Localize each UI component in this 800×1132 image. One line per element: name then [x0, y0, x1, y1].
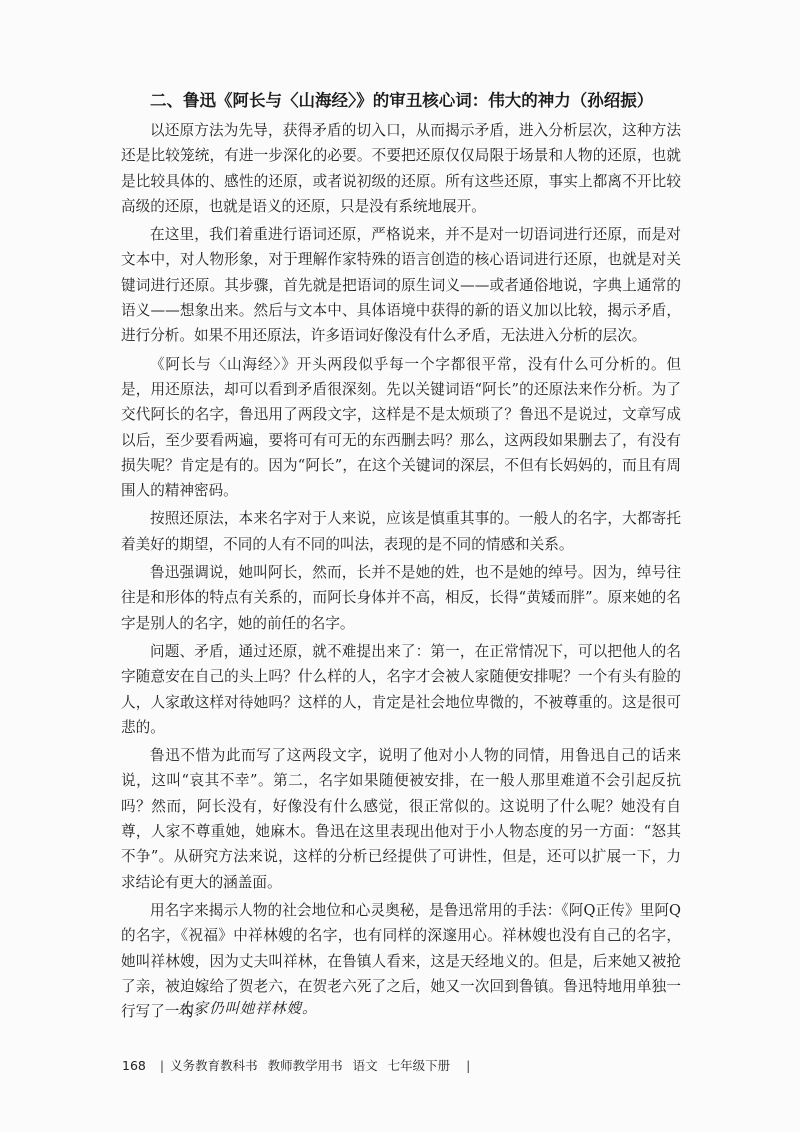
quoted-line: 大家仍叫她祥林嫂。: [178, 1001, 318, 1017]
paragraph: 在这里，我们着重进行语词还原，严格说来，并不是对一切语词进行还原，而是对文本中，对人物形象，对于理解作家特殊的语言创造的核心语词进行还原，也就是对关键词进行还原。其步骤，首先就是把语词的原生词义——或者通俗地说，字典上通常的语义——想象出来。然后与文本中、具体语境中获得的新的语义加以比较，揭示矛盾，进行分析。如果不用还原法，许多语词好像没有什么矛盾，无法进入分析的层次。: [121, 226, 681, 345]
footer-grade: 七年级下册: [387, 1058, 451, 1073]
paragraph: 鲁迅强调说，她叫阿长，然而，长并不是她的姓，也不是她的绰号。因为，绰号往往是和形体的特点有关系的，而阿长身体并不高，相反，长得“黄矮而胖”。原来她的名字是别人的名字，她的前任的名字。: [121, 564, 681, 632]
paragraph: 用名字来揭示人物的社会地位和心灵奥秘，是鲁迅常用的手法：《阿Q正传》里阿Q的名字，《祝福》中祥林嫂的名字，也有同样的深邃用心。祥林嫂也没有自己的名字，她叫祥林嫂，因为丈夫叫祥林，在鲁镇人看来，这是天经地义的。但是，后来她又被抢了亲，被迫嫁给了贺老六，在贺老六死了之后，她又一次回到鲁镇。鲁迅特地用单独一行写了一句：: [121, 901, 681, 1021]
paragraph: 问题、矛盾，通过还原，就不难提出来了：第一，在正常情况下，可以把他人的名字随意安在自己的头上吗？什么样的人，名字才会被人家随便安排呢？一个有头有脸的人，人家敢这样对待她吗？这样的人，肯定是社会地位卑微的，不被尊重的。这是很可悲的。: [121, 642, 681, 736]
page-number: 168: [122, 1058, 146, 1073]
paragraph: 《阿长与〈山海经〉》开头两段似乎每一个字都很平常，没有什么可分析的。但是，用还原法，却可以看到矛盾很深刻。先以关键词语“阿长”的还原法来作分析。为了交代阿长的名字，鲁迅用了两段文字，这样是不是太烦琐了？鲁迅不是说过，文章写成以后，至少要看两遍，要将可有可无的东西删去吗？那么，这两段如果删去了，有没有损失呢？肯定是有的。因为“阿长”，在这个关键词的深层，不但有长妈妈的，而且有周围人的精神密码。: [121, 355, 681, 500]
page-footer: [122, 1056, 622, 1074]
footer-subject: 语文: [352, 1058, 378, 1073]
footer-book-type: 教师教学用书: [267, 1058, 343, 1073]
section-heading: 二、鲁迅《阿长与〈山海经〉》的审丑核心词：伟大的神力（孙绍振）: [150, 91, 654, 110]
paragraph: 以还原方法为先导，获得矛盾的切入口，从而揭示矛盾，进入分析层次，这种方法还是比较笼统，有进一步深化的必要。不要把还原仅仅局限于场景和人物的还原，也就是比较具体的、感性的还原，或者说初级的还原。所有这些还原，事实上都离不开比较高级的还原，也就是语义的还原，只是没有系统地展开。: [121, 122, 681, 215]
footer-divider: |: [466, 1058, 471, 1073]
footer-divider: |: [159, 1058, 165, 1073]
body-text: [121, 118, 681, 1027]
paragraph: 按照还原法，本来名字对于人来说，应该是慎重其事的。一般人的名字，大都寄托着美好的期望，不同的人有不同的叫法，表现的是不同的情感和关系。: [121, 510, 681, 553]
footer-series: 义务教育教科书: [170, 1058, 258, 1073]
paragraph: 鲁迅不惜为此而写了这两段文字，说明了他对小人物的同情，用鲁迅自己的话来说，这叫“哀其不幸”。第二，名字如果随便被安排，在一般人那里难道不会引起反抗吗？然而，阿长没有，好像没有什么感觉，很正常似的。这说明了什么呢？她没有自尊，人家不尊重她，她麻木。鲁迅在这里表现出他对于小人物态度的另一方面：“怒其不争”。从研究方法来说，这样的分析已经提供了可讲性，但是，还可以扩展一下，力求结论有更大的涵盖面。: [121, 747, 681, 891]
